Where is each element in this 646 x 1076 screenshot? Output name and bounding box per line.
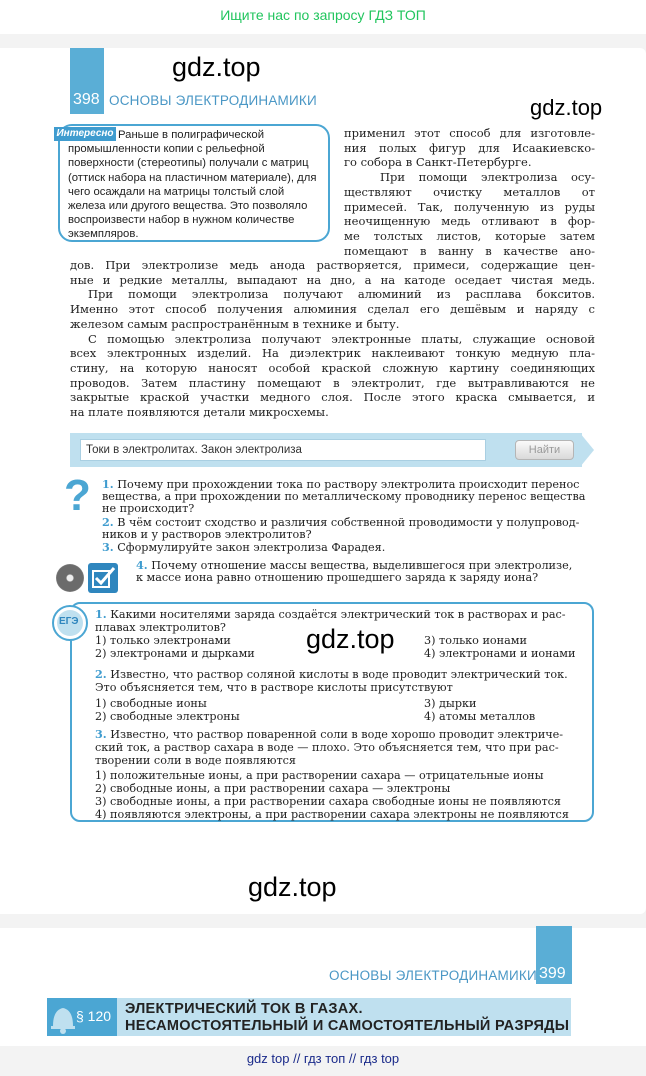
test-option[interactable]: 2) свободные электроны [95,710,240,723]
test-option[interactable]: 4) электронами и ионами [424,647,576,660]
question-text: Почему при прохождении тока по раствору электролита происходит перенос [117,478,580,491]
text-line: дов. При электролизе медь анода растворяется, примеси, содержащие цен- [70,258,595,272]
test-option[interactable]: 3) свободные ионы, а при растворении сахара свободные ионы не появляются [95,795,561,808]
test-question-3 [95,728,590,821]
text-line: всех электронных изделий. На диэлектрик наклеивают тонкую медную пла- [70,346,595,361]
page-number: 399 [539,965,566,982]
questions-list-cont [136,559,596,584]
top-banner[interactable] [0,0,646,34]
text-line: ния полых фигур для Исаакиевско- [344,140,595,155]
footer-links[interactable]: gdz top // гдз топ // гдз top [246,1051,400,1066]
banner-text[interactable]: Ищите нас по запросу ГДЗ ТОП [220,7,426,23]
question-number: 1. [102,477,114,491]
question-text: Сформулируйте закон электролиза Фарадея. [117,541,386,555]
text-line: стину, на которую наносят особой краской сложную картину соединяющих [70,360,595,375]
test-text: плавах электролитов? [95,621,226,634]
question-number: 3. [102,540,114,555]
running-head: ОСНОВЫ ЭЛЕКТРОДИНАМИКИ [109,93,317,108]
test-option[interactable]: 2) электронами и дырками [95,647,255,660]
question-text: к массе иона равно отношению прошедшего заряда к заряду иона? [136,571,539,585]
text-line: примесей. Так, полученную из руды [344,199,595,214]
interesting-text: Раньше в полиграфической промышленности копии с рельефной поверхности (стереотипы) получали с матриц (оттиск набора на пластичном материале), для чего осаждали на матрицы толстый слой железа или другого вещества. Это позволяло воспроизвести набор в нужном количестве экземпляров. [68,129,317,241]
text-line: При помощи электролиза получают алюминий из расплава бокситов. [88,287,595,302]
test-text: Известно, что раствор соляной кислоты в воде проводит электрический ток. [110,668,568,681]
watermark: gdz.top [172,52,261,82]
test-text: Это объясняется тем, что в растворе кислоты присутствуют [95,681,453,694]
question-number: 2. [102,514,114,529]
test-number: 1. [95,607,107,621]
text-line: При помощи электролиза осу- [380,170,595,185]
text-line: применил этот способ для изготовле- [344,126,595,140]
question-number: 4. [136,558,148,572]
section-title: НЕСАМОСТОЯТЕЛЬНЫЙ И САМОСТОЯТЕЛЬНЫЙ РАЗРЯДЫ [125,1018,570,1034]
test-option[interactable]: 4) появляются электроны, а при растворении сахара электроны не появляются [95,808,569,821]
question-text: Почему отношение массы вещества, выделившегося при электролизе, [151,559,573,572]
text-line: ные и редкие металлы, выпадают на дно, а на катоде оседает чистая медь. [70,272,595,287]
bell-icon [47,998,79,1040]
text-line: го собора в Санкт-Петербурге. [344,155,532,170]
checkbox-icon [88,563,118,593]
test-text: ский ток, а раствор сахара в воде — плохо. Это объясняется тем, что при рас- [95,741,559,754]
text-line: железом самым распространённым в технике и быту. [70,316,400,331]
questions-list [102,478,596,554]
section-title: ЭЛЕКТРИЧЕСКИЙ ТОК В ГАЗАХ. [125,1001,363,1017]
text-line: на плате появляются детали микросхемы. [70,405,329,420]
question-text: В чём состоит сходство и различия собственной проводимости у полупровод- [117,515,580,529]
search-bar-arrow [580,433,594,467]
test-text: Известно, что раствор поваренной соли в воде хорошо проводит электриче- [110,728,564,741]
text-line: закрытые краской участки медного слоя. После этого краска смывается, и [70,390,595,405]
test-option[interactable]: 1) свободные ионы [95,697,207,710]
test-text: творении соли в воде появляются [95,754,296,767]
question-text: не происходит? [102,502,195,516]
test-number: 2. [95,667,107,681]
section-number: § 120 [76,1008,112,1024]
page-number: 398 [73,91,100,108]
search-input[interactable]: Токи в электролитах. Закон электролиза [80,439,486,461]
right-column [344,126,595,258]
cd-icon [56,564,84,592]
question-text: ников и у растворов электролитов? [102,527,312,541]
interesting-label: Интересно [54,127,116,141]
text-line: ществляют очистку металлов от [344,184,595,199]
text-line: неочищенную медь отливают в фор- [344,214,595,229]
running-head: ОСНОВЫ ЭЛЕКТРОДИНАМИКИ [329,968,537,983]
exam-icon-label: ЕГЭ [59,616,79,627]
test-number: 3. [95,727,107,741]
body-text [70,258,595,420]
test-text: Какими носителями заряда создаётся электрический ток в растворах и рас- [110,608,566,621]
test-option[interactable]: 1) положительные ионы, а при растворении сахара — отрицательные ионы [95,769,544,782]
question-icon: ? [64,471,91,520]
text-line: Именно этот способ получения алюминия сделал его дешёвым и наряду с [70,302,595,317]
text-line: проводов. Затем пластину помещают в электролит, где вытравливаются не [70,375,595,390]
watermark: gdz.top [530,95,603,120]
exam-icon-inner [57,610,83,636]
watermark: gdz.top [306,624,395,654]
text-line: С помощью электролиза получают электронные платы, служащие основой [88,331,595,346]
question-text: вещества, а при прохождении по металлическому проводнику перенос вещества [102,490,586,504]
test-option[interactable]: 3) дырки [424,697,477,710]
test-option[interactable]: 3) только ионами [424,634,527,647]
test-option[interactable]: 1) только электронами [95,634,231,647]
test-option[interactable]: 2) свободные ионы, а при растворении сахара — электроны [95,782,451,795]
test-question-2 [95,668,590,723]
test-option[interactable]: 4) атомы металлов [424,710,536,723]
search-button[interactable]: Найти [515,440,574,460]
text-line: помещают в ванну в качестве ано- [344,243,595,258]
text-line: ме толстых листов, которые затем [344,228,595,243]
watermark: gdz.top [248,872,337,902]
